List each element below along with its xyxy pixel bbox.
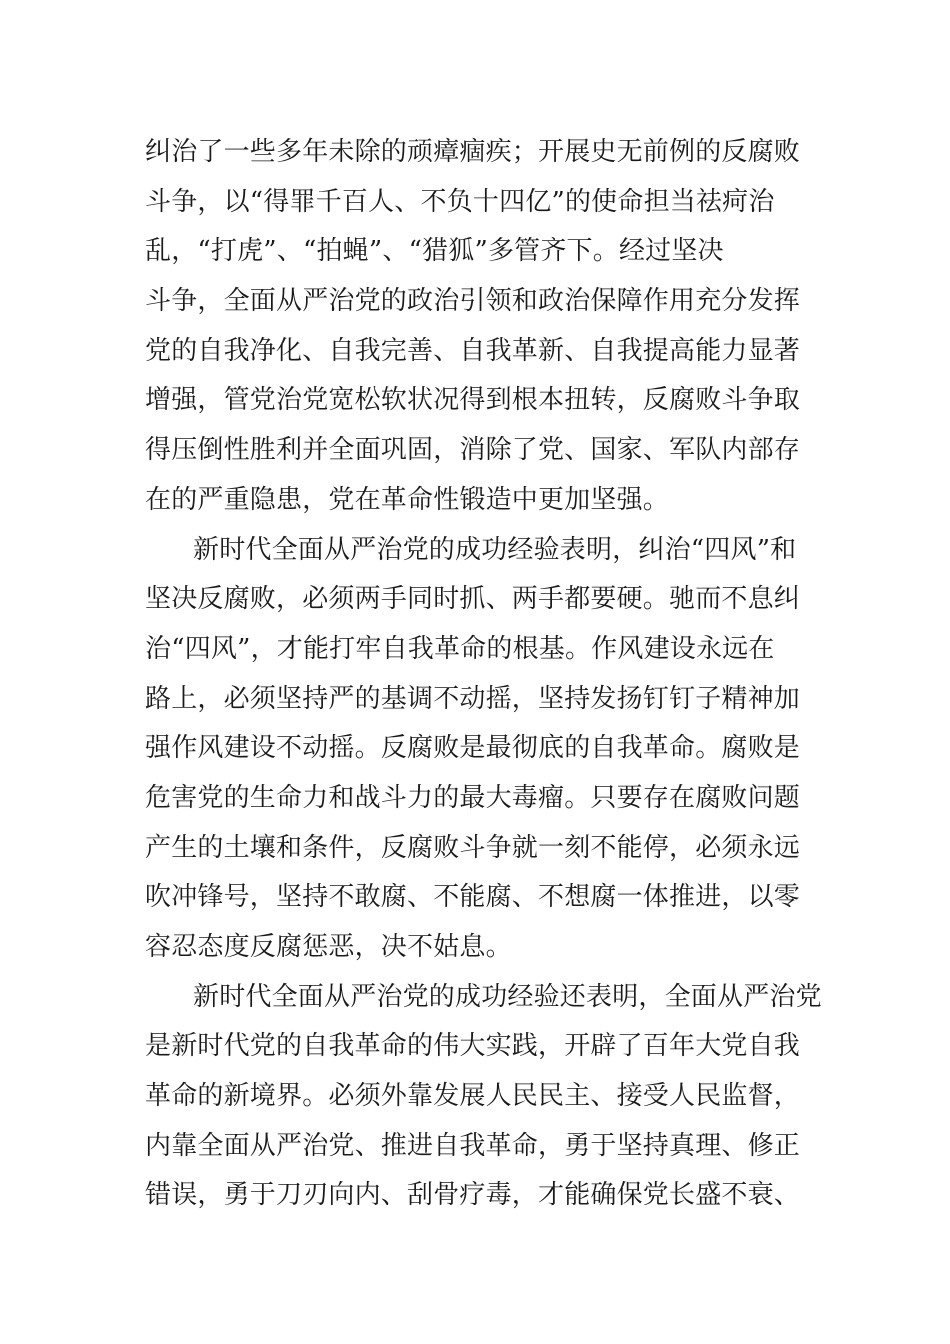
text-line: 坚决反腐败，必须两手同时抓、两手都要硬。驰而不息纠 [145, 584, 801, 615]
text-line: 乱，“打虎”、“拍蝇”、“猎狐”多管齐下。经过坚决 [145, 236, 724, 267]
text-line: 斗争，全面从严治党的政治引领和政治保障作用充分发挥 [145, 286, 801, 317]
text-line: 党的自我净化、自我完善、自我革新、自我提高能力显著 [145, 335, 801, 366]
text-line: 是新时代党的自我革命的伟大实践，开辟了百年大党自我 [145, 1031, 801, 1062]
body-text [145, 128, 822, 1221]
text-line: 错误，勇于刀刃向内、刮骨疗毒，才能确保党长盛不衰、 [145, 1180, 801, 1211]
text-line: 纠治了一些多年未除的顽瘴痼疾；开展史无前例的反腐败 [145, 137, 801, 167]
text-line: 产生的土壤和条件，反腐败斗争就一刻不能停，必须永远 [145, 832, 801, 863]
paragraph-first-line: 新时代全面从严治党的成功经验还表明，全面从严治党 [193, 981, 822, 1012]
text-line: 得压倒性胜利并全面巩固，消除了党、国家、军队内部存 [145, 435, 801, 466]
text-line: 在的严重隐患，党在革命性锻造中更加坚强。 [145, 484, 670, 515]
text-line: 容忍态度反腐惩恶，决不姑息。 [145, 932, 512, 962]
text-line: 路上，必须坚持严的基调不动摇，坚持发扬钉钉子精神加 [145, 683, 801, 714]
text-line: 危害党的生命力和战斗力的最大毒瘤。只要存在腐败问题 [145, 782, 801, 813]
text-line: 革命的新境界。必须外靠发展人民民主、接受人民监督， [145, 1081, 801, 1112]
text-line: 强作风建设不动摇。反腐败是最彻底的自我革命。腐败是 [145, 733, 801, 764]
text-line: 斗争，以“得罪千百人、不负十四亿”的使命担当祛疴治 [145, 186, 775, 217]
text-line: 内靠全面从严治党、推进自我革命，勇于坚持真理、修正 [145, 1130, 801, 1161]
text-line: 治“四风”，才能打牢自我革命的根基。作风建设永远在 [145, 633, 775, 664]
text-line: 增强，管党治党宽松软状况得到根本扭转，反腐败斗争取 [145, 385, 801, 416]
paragraph-first-line: 新时代全面从严治党的成功经验表明，纠治“四风”和 [193, 534, 797, 565]
text-line: 吹冲锋号，坚持不敢腐、不能腐、不想腐一体推进，以零 [145, 882, 801, 913]
